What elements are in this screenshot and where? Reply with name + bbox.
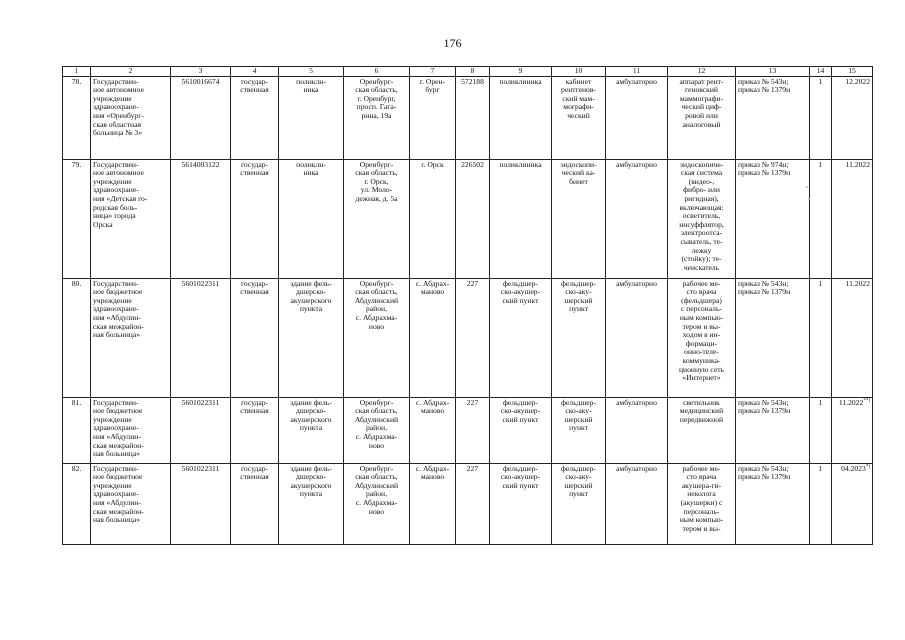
- structural-unit: поликлиника: [499, 159, 542, 169]
- ownership-form: государ- ственная: [240, 463, 269, 482]
- ownership-form-cell: [231, 278, 279, 397]
- scan-speck: [806, 186, 808, 188]
- table-row: [63, 397, 873, 463]
- building-type: здание фель- дшерско- акушерского пункта: [290, 397, 332, 433]
- column-number: 7: [410, 67, 456, 77]
- settlement-code: 226502: [461, 159, 484, 169]
- organization-name: Государствен- ное автономное учреждение здравоохране- ния «Оренбург- ская областная больница № 3»: [93, 76, 144, 138]
- column-number: 13: [736, 67, 810, 77]
- room-name: эндоскопи- ческий ка- бинет: [560, 159, 597, 186]
- settlement-code-cell: [456, 278, 490, 397]
- table-row: [63, 463, 873, 544]
- inn-code: 5601022311: [181, 278, 220, 288]
- ownership-form-cell: [231, 76, 279, 159]
- inn-code-cell: [171, 397, 231, 463]
- column-number: 9: [490, 67, 552, 77]
- delivery-date-cell: [832, 463, 873, 544]
- column-number: 1: [63, 67, 91, 77]
- equipment-name-cell: [668, 397, 736, 463]
- equipment-name: рабочее ме- сто врача (фельдшера) с персональ- ным компью- тером и вы- ходом в ин- формаци- онно-теле- коммуника- ционную сеть «Интернет»: [678, 278, 725, 383]
- building-type-cell: [279, 159, 344, 278]
- equipment-name-cell: [668, 463, 736, 544]
- row-number: 80.: [71, 278, 82, 288]
- care-mode: амбулаторно: [616, 278, 657, 288]
- quantity: 1: [818, 278, 823, 288]
- delivery-date: 11.2022: [838, 397, 864, 407]
- care-mode-cell: [606, 159, 668, 278]
- quantity: 1: [818, 463, 823, 473]
- column-number: 8: [456, 67, 490, 77]
- equipment-name: эндоскопиче- ская система (видео-, фибро- или ригидная), включающая: осветитель, инсуффлятор, электроотса- сыватель, те- лежку (стойку); те- чеискатель: [679, 159, 724, 272]
- structural-unit: фельдшер- ско-акушер- ский пункт: [500, 463, 541, 490]
- organization-name: Государствен- ное автономное учреждение здравоохране- ния «Детская го- родская боль- ница» города Орска: [93, 159, 148, 229]
- room-name: фельдшер- ско-аку- шерский пункт: [561, 397, 596, 433]
- equipment-name-cell: [668, 159, 736, 278]
- ownership-form-cell: [231, 397, 279, 463]
- care-mode: амбулаторно: [616, 397, 657, 407]
- quantity: 1: [818, 159, 823, 169]
- care-mode: амбулаторно: [616, 76, 657, 86]
- settlement-cell: [410, 463, 456, 544]
- footnote-marker: *): [865, 464, 870, 470]
- room-name-cell: [552, 397, 606, 463]
- building-type-cell: [279, 76, 344, 159]
- settlement-cell: [410, 159, 456, 278]
- table-row: [63, 159, 873, 278]
- row-number: 81.: [71, 397, 82, 407]
- settlement: г. Орск: [421, 159, 444, 169]
- settlement-cell: [410, 278, 456, 397]
- inn-code: 5601022311: [181, 463, 220, 473]
- care-mode: амбулаторно: [616, 159, 657, 169]
- row-number-cell: [63, 397, 91, 463]
- address-cell: [344, 159, 410, 278]
- room-name-cell: [552, 278, 606, 397]
- inn-code-cell: [171, 159, 231, 278]
- care-mode-cell: [606, 76, 668, 159]
- equipment-name: светильник медицинский передвижной: [679, 397, 724, 424]
- room-name: кабинет рентгенов- ский мам- мографи- ческий: [561, 76, 596, 120]
- ownership-form: государ- ственная: [240, 76, 269, 95]
- column-number: 15: [832, 67, 873, 77]
- address: Оренбург- ская область, Абдулинский район, с. Абдрахма- ново: [354, 397, 399, 450]
- equipment-name: аппарат рент- геновский маммографи- ческий циф- ровой или аналоговый: [679, 76, 724, 129]
- structural-unit: фельдшер- ско-акушер- ский пункт: [500, 397, 541, 424]
- settlement-code: 227: [466, 463, 479, 473]
- column-number: 4: [231, 67, 279, 77]
- equipment-name: рабочее ме- сто врача акушера-ги- неколога (акушерки) с персональ- ным компью- тером и вы-: [679, 463, 724, 533]
- room-name-cell: [552, 76, 606, 159]
- equipment-name-cell: [668, 278, 736, 397]
- settlement-code: 572188: [461, 76, 484, 86]
- organization-name-cell: [91, 76, 171, 159]
- structural-unit-cell: [490, 278, 552, 397]
- room-name: фельдшер- ско-аку- шерский пункт: [561, 463, 596, 499]
- row-number: 82.: [71, 463, 82, 473]
- address-cell: [344, 463, 410, 544]
- quantity-cell: [810, 159, 832, 278]
- organization-name-cell: [91, 159, 171, 278]
- settlement: г. Орен- бург: [419, 76, 446, 95]
- ownership-form-cell: [231, 159, 279, 278]
- organization-name-cell: [91, 463, 171, 544]
- delivery-date: 12.2022: [845, 76, 870, 86]
- table-row: [63, 76, 873, 159]
- structural-unit-cell: [490, 76, 552, 159]
- address: Оренбург- ская область, Абдулинский район, с. Абдрахма- ново: [354, 463, 399, 516]
- row-number: 79.: [71, 159, 82, 169]
- column-number: 11: [606, 67, 668, 77]
- column-number: 3: [171, 67, 231, 77]
- delivery-date-cell: [832, 278, 873, 397]
- address-cell: [344, 76, 410, 159]
- page-number: 176: [443, 36, 462, 50]
- quantity-cell: [810, 278, 832, 397]
- settlement-cell: [410, 76, 456, 159]
- delivery-date: 11.2022: [845, 159, 870, 169]
- building-type-cell: [279, 463, 344, 544]
- column-number: 6: [344, 67, 410, 77]
- delivery-date-cell: [832, 397, 873, 463]
- building-type: поликли- ника: [296, 76, 326, 95]
- equipment-register-table: [62, 66, 873, 545]
- inn-code-cell: [171, 278, 231, 397]
- organization-name-cell: [91, 278, 171, 397]
- settlement-code-cell: [456, 76, 490, 159]
- regulatory-order-cell: [736, 397, 810, 463]
- regulatory-order: приказ № 543н; приказ № 1379н: [738, 278, 791, 297]
- row-number-cell: [63, 463, 91, 544]
- address: Оренбург- ская область, г. Орск, ул. Моло- дежная, д. 5а: [355, 159, 398, 203]
- address-cell: [344, 397, 410, 463]
- structural-unit-cell: [490, 159, 552, 278]
- structural-unit-cell: [490, 397, 552, 463]
- row-number: 78.: [71, 76, 82, 86]
- address: Оренбург- ская область, г. Оренбург, просп. Гага- рина, 19а: [355, 76, 398, 120]
- structural-unit-cell: [490, 463, 552, 544]
- organization-name: Государствен- ное бюджетное учреждение здравоохране- ния «Абдулин- ская межрайон- ная больница»: [93, 397, 144, 459]
- column-number-row: [63, 67, 873, 77]
- regulatory-order: приказ № 543н; приказ № 1379н: [738, 76, 791, 95]
- table-row: [63, 278, 873, 397]
- ownership-form-cell: [231, 463, 279, 544]
- settlement-code: 227: [466, 278, 479, 288]
- care-mode: амбулаторно: [616, 463, 657, 473]
- ownership-form: государ- ственная: [240, 397, 269, 416]
- row-number-cell: [63, 278, 91, 397]
- regulatory-order-cell: [736, 76, 810, 159]
- quantity: 1: [818, 397, 823, 407]
- inn-code: 5614003122: [181, 159, 220, 169]
- address-cell: [344, 278, 410, 397]
- footnote-marker: **): [863, 398, 870, 404]
- settlement-code-cell: [456, 463, 490, 544]
- building-type-cell: [279, 278, 344, 397]
- building-type: поликли- ника: [296, 159, 326, 178]
- regulatory-order-cell: [736, 463, 810, 544]
- settlement-code: 227: [466, 397, 479, 407]
- settlement-code-cell: [456, 159, 490, 278]
- quantity: 1: [818, 76, 823, 86]
- settlement: с. Абдрах- маново: [415, 278, 450, 297]
- inn-code-cell: [171, 76, 231, 159]
- settlement: с. Абдрах- маново: [415, 463, 450, 482]
- delivery-date: 11.2022: [845, 278, 870, 288]
- column-number: 12: [668, 67, 736, 77]
- quantity-cell: [810, 76, 832, 159]
- delivery-date: 04.2023: [841, 463, 866, 473]
- structural-unit: фельдшер- ско-акушер- ский пункт: [500, 278, 541, 305]
- building-type: здание фель- дшерско- акушерского пункта: [290, 278, 332, 314]
- inn-code-cell: [171, 463, 231, 544]
- column-number: 2: [91, 67, 171, 77]
- inn-code: 5610016674: [181, 76, 220, 86]
- organization-name: Государствен- ное бюджетное учреждение здравоохране- ния «Абдулин- ская межрайон- ная больница»: [93, 278, 144, 340]
- row-number-cell: [63, 76, 91, 159]
- address: Оренбург- ская область, Абдулинский район, с. Абдрахма- ново: [354, 278, 399, 331]
- regulatory-order: приказ № 543н; приказ № 1379н: [738, 397, 791, 416]
- building-type: здание фель- дшерско- акушерского пункта: [290, 463, 332, 499]
- quantity-cell: [810, 463, 832, 544]
- ownership-form: государ- ственная: [240, 159, 269, 178]
- room-name-cell: [552, 463, 606, 544]
- column-number: 14: [810, 67, 832, 77]
- ownership-form: государ- ственная: [240, 278, 269, 297]
- room-name-cell: [552, 159, 606, 278]
- building-type-cell: [279, 397, 344, 463]
- delivery-date-cell: [832, 159, 873, 278]
- settlement: с. Абдрах- маново: [415, 397, 450, 416]
- room-name: фельдшер- ско-аку- шерский пункт: [561, 278, 596, 314]
- settlement-code-cell: [456, 397, 490, 463]
- care-mode-cell: [606, 278, 668, 397]
- delivery-date-cell: [832, 76, 873, 159]
- quantity-cell: [810, 397, 832, 463]
- scan-speck: [808, 198, 810, 200]
- regulatory-order: приказ № 543н; приказ № 1379н: [738, 463, 791, 482]
- inn-code: 5601022311: [181, 397, 220, 407]
- column-number: 5: [279, 67, 344, 77]
- regulatory-order-cell: [736, 159, 810, 278]
- organization-name: Государствен- ное бюджетное учреждение здравоохране- ния «Абдулин- ская межрайон- ная больница»: [93, 463, 144, 525]
- care-mode-cell: [606, 397, 668, 463]
- regulatory-order: приказ № 974н; приказ № 1379н: [738, 159, 791, 178]
- equipment-name-cell: [668, 76, 736, 159]
- regulatory-order-cell: [736, 278, 810, 397]
- column-number: 10: [552, 67, 606, 77]
- row-number-cell: [63, 159, 91, 278]
- care-mode-cell: [606, 463, 668, 544]
- organization-name-cell: [91, 397, 171, 463]
- structural-unit: поликлиника: [499, 76, 542, 86]
- settlement-cell: [410, 397, 456, 463]
